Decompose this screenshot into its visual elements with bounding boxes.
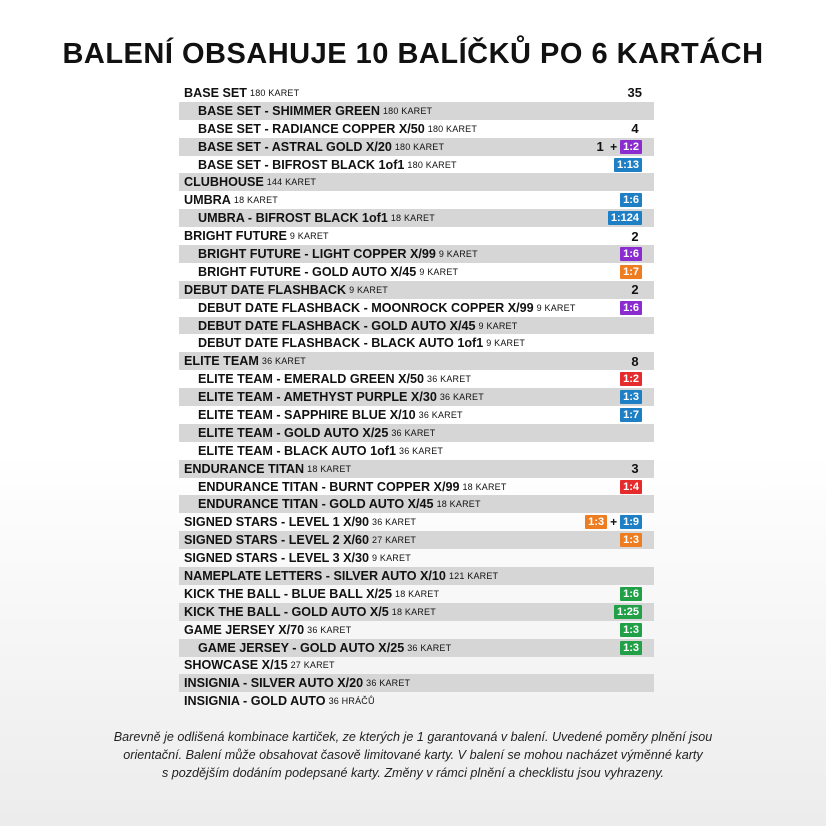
row-ratio: [620, 639, 642, 657]
ratio-badge: 1:9: [620, 515, 642, 529]
row-name: SIGNED STARS - LEVEL 2 X/60: [184, 533, 369, 548]
row-name: SIGNED STARS - LEVEL 3 X/30: [184, 551, 369, 566]
row-card-count: 18 KARET: [391, 606, 436, 617]
row-name: NAMEPLATE LETTERS - SILVER AUTO X/10: [184, 568, 446, 583]
ratio-badge: 1:25: [614, 605, 642, 619]
ratio-badge: 1:2: [620, 140, 642, 154]
row-card-count: 36 KARET: [399, 445, 444, 456]
row-name: BRIGHT FUTURE: [184, 229, 287, 244]
row-name: ENDURANCE TITAN - BURNT COPPER X/99: [198, 479, 460, 494]
table-row: [179, 531, 654, 549]
row-ratio: [614, 156, 642, 174]
table-row: [179, 674, 654, 692]
row-ratio: [628, 84, 642, 102]
table-row: [179, 370, 654, 388]
row-ratio: [620, 531, 642, 549]
row-ratio: [628, 460, 642, 478]
row-name: UMBRA: [184, 193, 231, 208]
row-name: GAME JERSEY X/70: [184, 622, 305, 637]
row-card-count: 121 KARET: [448, 570, 499, 581]
ratio-badge: 1:3: [620, 641, 642, 655]
table-row: [179, 209, 654, 227]
row-card-count: 18 KARET: [233, 195, 278, 206]
row-card-count: 18 KARET: [390, 213, 435, 224]
table-row: [179, 621, 654, 639]
row-card-count: 180 KARET: [427, 123, 478, 134]
row-card-count: 144 KARET: [266, 177, 317, 188]
table-row: [179, 84, 654, 102]
row-name: BRIGHT FUTURE - GOLD AUTO X/45: [198, 264, 417, 279]
ratio-badge: 1:3: [620, 623, 642, 637]
row-name: CLUBHOUSE: [184, 175, 264, 190]
table-row: [179, 495, 654, 513]
row-card-count: 18 KARET: [462, 481, 507, 492]
plus-sign: +: [610, 515, 618, 530]
row-card-count: 36 KARET: [372, 517, 417, 528]
table-row: [179, 692, 654, 710]
table-row: [179, 263, 654, 281]
ratio-badge: 1:7: [620, 265, 642, 279]
ratio-badge: 1:3: [620, 390, 642, 404]
row-card-count: 36 KARET: [418, 409, 463, 420]
row-name: SHOWCASE X/15: [184, 658, 288, 673]
ratio-badge: 1:7: [620, 408, 642, 422]
row-card-count: 9 KARET: [419, 266, 459, 277]
row-card-count: 27 KARET: [290, 660, 335, 671]
row-ratio: [628, 281, 642, 299]
row-card-count: 36 KARET: [427, 374, 472, 385]
row-card-count: 180 KARET: [382, 105, 433, 116]
row-card-count: 36 KARET: [261, 356, 306, 367]
row-name: BASE SET - BIFROST BLACK 1of1: [198, 157, 405, 172]
ratio-badge: 1:124: [608, 211, 642, 225]
row-ratio: [620, 299, 642, 317]
row-name: BASE SET - SHIMMER GREEN: [198, 103, 380, 118]
ratio-badge: 1:6: [620, 301, 642, 315]
row-card-count: 9 KARET: [438, 248, 478, 259]
ratio-badge: 1:2: [620, 372, 642, 386]
row-card-count: 36 KARET: [307, 624, 352, 635]
row-name: BASE SET - RADIANCE COPPER X/50: [198, 121, 425, 136]
row-name: ENDURANCE TITAN: [184, 461, 305, 476]
table-row: [179, 191, 654, 209]
checklist-table: [179, 84, 654, 710]
row-card-count: 36 HRÁČŮ: [328, 696, 375, 707]
row-name: INSIGNIA - SILVER AUTO X/20: [184, 676, 364, 691]
row-card-count: 9 KARET: [349, 284, 388, 295]
row-card-count: 18 KARET: [307, 463, 352, 474]
row-ratio: [620, 585, 642, 603]
row-quantity: 1: [596, 139, 604, 155]
row-ratio: [620, 621, 642, 639]
row-quantity: 3: [631, 461, 639, 477]
row-card-count: 180 KARET: [394, 141, 445, 152]
ratio-badge: 1:13: [614, 158, 642, 172]
table-row: [179, 442, 654, 460]
row-ratio: [628, 227, 642, 245]
row-card-count: 27 KARET: [372, 535, 417, 546]
row-name: GAME JERSEY - GOLD AUTO X/25: [198, 640, 405, 655]
row-name: UMBRA - BIFROST BLACK 1of1: [198, 211, 388, 226]
table-row: [179, 352, 654, 370]
row-name: KICK THE BALL - BLUE BALL X/25: [184, 586, 393, 601]
row-ratio: [628, 352, 642, 370]
row-name: ELITE TEAM - SAPPHIRE BLUE X/10: [198, 407, 416, 422]
page-title: BALENÍ OBSAHUJE 10 BALÍČKŮ PO 6 KARTÁCH: [62, 38, 764, 70]
table-row: [179, 639, 654, 657]
table-row: [179, 156, 654, 174]
row-ratio: [620, 478, 642, 496]
row-card-count: 36 KARET: [391, 427, 436, 438]
ratio-badge: 1:4: [620, 480, 642, 494]
row-card-count: 9 KARET: [478, 320, 518, 331]
row-ratio: [614, 603, 642, 621]
table-row: [179, 424, 654, 442]
footer-line: orientační. Balení může obsahovat časově limitované karty. V balení se mohou nacházet výměnné karty: [123, 748, 703, 762]
row-name: INSIGNIA - GOLD AUTO: [184, 694, 326, 709]
table-row: [179, 138, 654, 156]
row-card-count: 9 KARET: [536, 302, 576, 313]
row-ratio: [585, 513, 642, 531]
row-name: BRIGHT FUTURE - LIGHT COPPER X/99: [198, 246, 436, 261]
row-name: ENDURANCE TITAN - GOLD AUTO X/45: [198, 497, 434, 512]
footer-line: s pozdějším dodáním podepsané karty. Změny v rámci plnění a checklistu jsou vyhrazeny.: [161, 766, 665, 780]
row-card-count: 180 KARET: [407, 159, 457, 170]
row-card-count: 9 KARET: [372, 553, 411, 564]
row-quantity: 2: [631, 228, 639, 244]
ratio-badge: 1:3: [620, 533, 642, 547]
row-ratio: [620, 406, 642, 424]
row-card-count: 36 KARET: [407, 642, 452, 653]
table-row: [179, 406, 654, 424]
row-card-count: 18 KARET: [395, 588, 440, 599]
plus-sign: +: [610, 139, 618, 154]
row-name: ELITE TEAM - GOLD AUTO X/25: [198, 425, 389, 440]
table-row: [179, 585, 654, 603]
row-quantity: 35: [627, 85, 642, 101]
table-row: [179, 657, 654, 675]
ratio-badge: 1:6: [620, 587, 642, 601]
footer-line: Barevně je odlišená kombinace kartiček, ze kterých je 1 garantovaná v balení. Uvedené poměry plnění jsou: [113, 730, 713, 744]
row-name: SIGNED STARS - LEVEL 1 X/90: [184, 515, 369, 530]
row-card-count: 36 KARET: [366, 678, 411, 689]
row-name: DEBUT DATE FLASHBACK: [184, 282, 347, 297]
table-row: [179, 227, 654, 245]
table-row: [179, 549, 654, 567]
ratio-badge: 1:6: [620, 247, 642, 261]
row-name: DEBUT DATE FLASHBACK - GOLD AUTO X/45: [198, 318, 476, 333]
row-card-count: 180 KARET: [249, 87, 300, 98]
row-name: ELITE TEAM: [184, 354, 259, 369]
row-name: KICK THE BALL - GOLD AUTO X/5: [184, 604, 389, 619]
row-ratio: [628, 120, 642, 138]
row-ratio: [620, 245, 642, 263]
table-row: [179, 102, 654, 120]
row-card-count: 18 KARET: [436, 499, 481, 510]
ratio-badge: 1:3: [585, 515, 607, 529]
row-ratio: [593, 138, 642, 156]
table-row: [179, 478, 654, 496]
row-name: DEBUT DATE FLASHBACK - MOONROCK COPPER X/99: [198, 300, 534, 315]
row-ratio: [608, 209, 642, 227]
row-ratio: [620, 370, 642, 388]
table-row: [179, 245, 654, 263]
table-row: [179, 513, 654, 531]
footer-note: [40, 728, 786, 782]
row-name: DEBUT DATE FLASHBACK - BLACK AUTO 1of1: [198, 336, 484, 351]
table-row: [179, 567, 654, 585]
row-ratio: [620, 388, 642, 406]
row-name: BASE SET - ASTRAL GOLD X/20: [198, 139, 392, 154]
table-row: [179, 299, 654, 317]
row-name: ELITE TEAM - BLACK AUTO 1of1: [198, 443, 397, 458]
row-name: ELITE TEAM - EMERALD GREEN X/50: [198, 372, 425, 387]
table-row: [179, 281, 654, 299]
row-quantity: 2: [631, 282, 639, 298]
row-card-count: 9 KARET: [289, 231, 329, 242]
row-card-count: 9 KARET: [486, 338, 526, 349]
table-row: [179, 317, 654, 335]
table-row: [179, 120, 654, 138]
table-row: [179, 388, 654, 406]
ratio-badge: 1:6: [620, 193, 642, 207]
row-quantity: 4: [631, 121, 639, 137]
table-row: [179, 334, 654, 352]
row-card-count: 36 KARET: [439, 392, 484, 403]
table-row: [179, 603, 654, 621]
row-quantity: 8: [631, 353, 639, 369]
row-ratio: [620, 191, 642, 209]
row-name: BASE SET: [184, 85, 247, 100]
table-row: [179, 173, 654, 191]
row-ratio: [620, 263, 642, 281]
row-name: ELITE TEAM - AMETHYST PURPLE X/30: [198, 390, 437, 405]
table-row: [179, 460, 654, 478]
